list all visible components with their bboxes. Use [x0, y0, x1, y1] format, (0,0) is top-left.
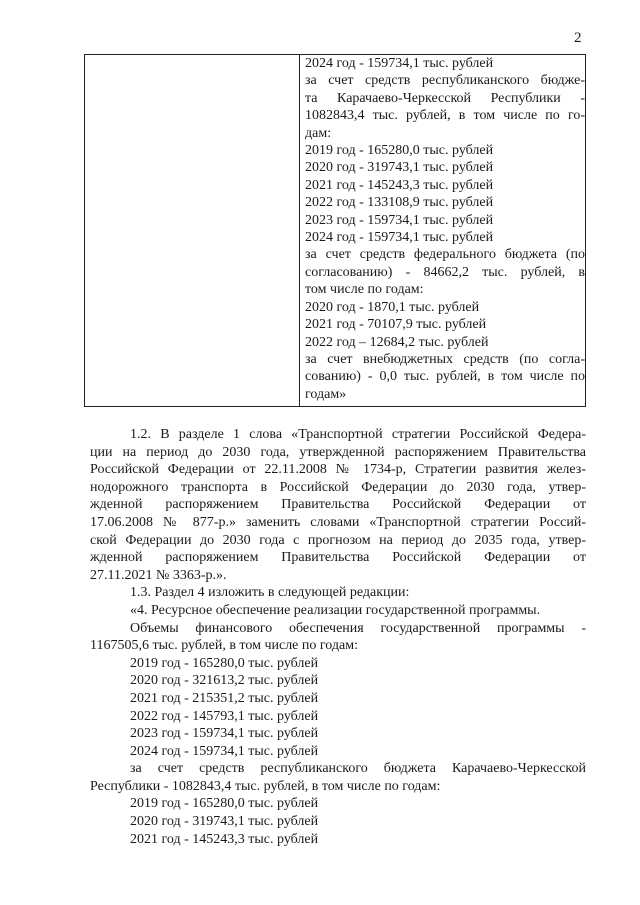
body-text-line: жденной распоряжением Правительства Российской Федерации от: [90, 497, 586, 513]
table-text-line: 2021 год - 145243,3 тыс. рублей: [305, 177, 494, 193]
table-text-line: 1082843,4 тыс. рублей, в том числе по го-: [305, 108, 585, 124]
table-text-line: 2020 год - 319743,1 тыс. рублей: [305, 160, 494, 176]
table-text-line: 2022 год – 12684,2 тыс. рублей: [305, 334, 489, 350]
table-text-line: 2021 год - 70107,9 тыс. рублей: [305, 317, 487, 333]
table-text-line: та Карачаево-Черкесской Республики -: [305, 90, 585, 106]
body-text-line: нодорожного транспорта в Российской Федерации до 2030 года, утвер-: [90, 479, 586, 495]
page-number: 2: [574, 30, 582, 46]
table-text-line: за счет средств республиканского бюдже-: [305, 73, 585, 89]
financing-table: [84, 54, 586, 407]
document-body: [90, 426, 586, 848]
body-text-line: 1.2. В разделе 1 слова «Транспортной стратегии Российской Федера-: [130, 427, 586, 442]
table-text-line: годам»: [305, 386, 347, 402]
body-text-line: Республики - 1082843,4 тыс. рублей, в том числе по годам:: [90, 778, 441, 794]
body-text-line: за счет средств республиканского бюджета Карачаево-Черкесской: [130, 761, 586, 777]
body-text-line: «4. Ресурсное обеспечение реализации государственной программы.: [130, 602, 541, 618]
body-text-line: 1.3. Раздел 4 изложить в следующей редакции:: [130, 585, 410, 601]
table-text-line: 2020 год - 1870,1 тыс. рублей: [305, 299, 480, 315]
body-text-line: 2020 год - 319743,1 тыс. рублей: [130, 814, 319, 830]
table-text-line: сованию) - 0,0 тыс. рублей, в том числе по: [305, 369, 585, 385]
table-cell-financing: [305, 55, 585, 403]
table-text-line: 2024 год - 159734,1 тыс. рублей: [305, 230, 494, 246]
table-text-line: за счет средств федерального бюджета (по: [305, 247, 585, 263]
table-column-divider: [299, 55, 300, 406]
body-text-line: жденной распоряжением Правительства Российской Федерации от: [90, 550, 586, 566]
table-text-line: согласованию) - 84662,2 тыс. рублей, в: [305, 264, 585, 280]
table-text-line: 2023 год - 159734,1 тыс. рублей: [305, 212, 494, 228]
body-text-line: Объемы финансового обеспечения государственной программы -: [130, 620, 586, 636]
body-text-line: 2023 год - 159734,1 тыс. рублей: [130, 726, 319, 742]
body-text-line: 2019 год - 165280,0 тыс. рублей: [130, 655, 319, 671]
body-text-line: 2019 год - 165280,0 тыс. рублей: [130, 796, 319, 812]
body-text-line: Российской Федерации от 22.11.2008 № 1734-р, Стратегии развития желез-: [90, 462, 586, 478]
body-text-line: ской Федерации до 2030 года с прогнозом на период до 2035 года, утвер-: [90, 532, 586, 548]
body-text-line: 2021 год - 145243,3 тыс. рублей: [130, 831, 319, 847]
body-text-line: 27.11.2021 № 3363-р.».: [90, 567, 227, 583]
table-text-line: дам:: [305, 125, 332, 141]
body-text-line: 2024 год - 159734,1 тыс. рублей: [130, 743, 319, 759]
table-text-line: 2019 год - 165280,0 тыс. рублей: [305, 143, 494, 159]
body-text-line: 1167505,6 тыс. рублей, в том числе по годам:: [90, 638, 358, 654]
body-text-line: 2020 год - 321613,2 тыс. рублей: [130, 673, 319, 689]
body-text-line: 17.06.2008 № 877-р.» заменить словами «Транспортной стратегии Россий-: [90, 514, 586, 530]
table-text-line: за счет внебюджетных средств (по согла-: [305, 351, 585, 367]
table-text-line: 2024 год - 159734,1 тыс. рублей: [305, 56, 494, 71]
body-text-line: ции на период до 2030 года, утвержденной распоряжением Правительства: [90, 444, 586, 460]
table-text-line: том числе по годам:: [305, 282, 424, 298]
table-text-line: 2022 год - 133108,9 тыс. рублей: [305, 195, 494, 211]
body-text-line: 2022 год - 145793,1 тыс. рублей: [130, 708, 319, 724]
body-text-line: 2021 год - 215351,2 тыс. рублей: [130, 690, 319, 706]
